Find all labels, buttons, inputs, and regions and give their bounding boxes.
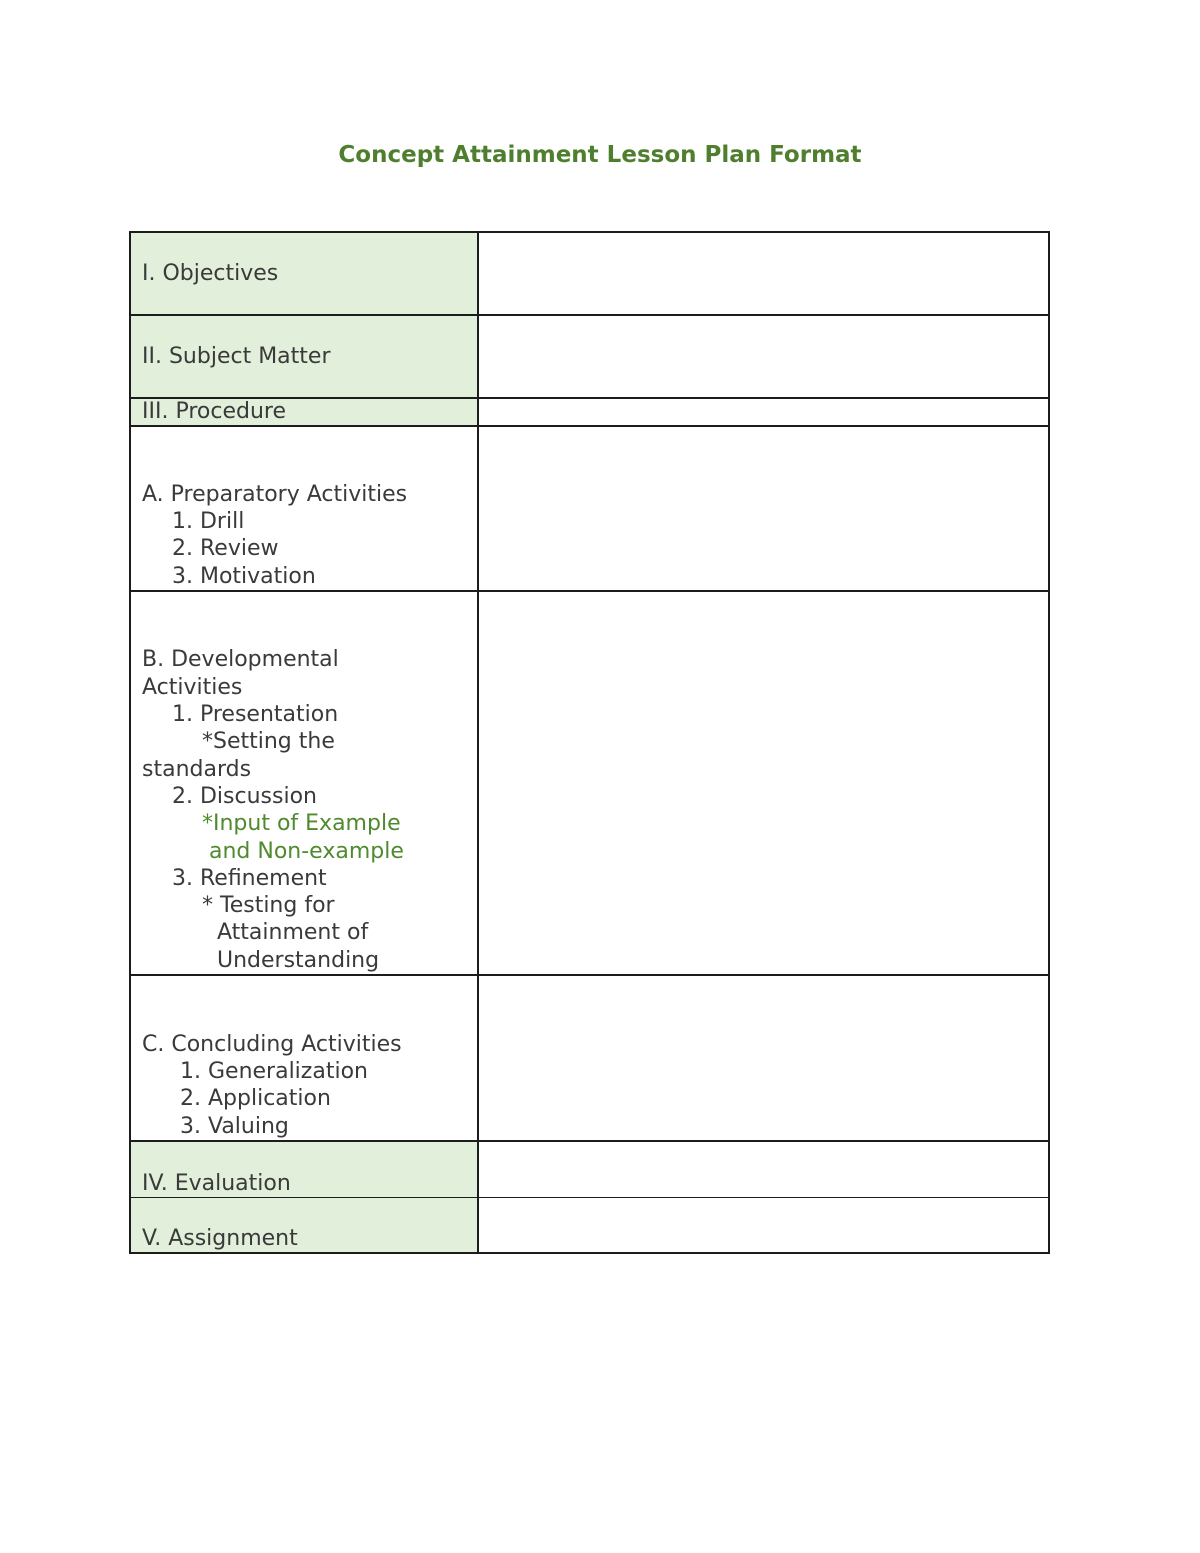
developmental-activities-label-cell [130, 591, 478, 975]
discussion-note-line1: *Input of Example [202, 811, 401, 837]
lesson-plan-table [129, 231, 1050, 1254]
evaluation-label: IV. Evaluation [142, 1170, 291, 1196]
concluding-activities-label-cell [130, 975, 478, 1141]
procedure-label: III. Procedure [142, 399, 286, 424]
objectives-label-cell [130, 232, 478, 315]
refinement-note-line3: Understanding [217, 947, 380, 973]
concluding-activities-row [130, 975, 1049, 1141]
subject-matter-label: II. Subject Matter [142, 343, 331, 369]
preparatory-activities-value-cell[interactable] [478, 426, 1049, 591]
objectives-label: I. Objectives [142, 260, 279, 286]
refinement-note-line2: Attainment of [217, 920, 369, 946]
objectives-row [130, 232, 1049, 315]
assignment-row [130, 1197, 1049, 1253]
assignment-label: V. Assignment [142, 1226, 298, 1251]
presentation-note-line2: standards [142, 756, 252, 782]
concluding-heading: C. Concluding Activities [142, 1031, 402, 1057]
preparatory-activities-label-cell [130, 426, 478, 591]
developmental-item-presentation: 1. Presentation [172, 702, 339, 728]
assignment-label-cell [130, 1197, 478, 1253]
preparatory-item-review: 2. Review [172, 536, 279, 562]
preparatory-heading: A. Preparatory Activities [142, 481, 408, 507]
discussion-note-line2: and Non-example [209, 838, 404, 864]
procedure-label-cell [130, 398, 478, 426]
concluding-item-generalization: 1. Generalization [180, 1059, 368, 1085]
subject-matter-row [130, 315, 1049, 398]
presentation-note-line1: *Setting the [202, 729, 335, 755]
developmental-item-discussion: 2. Discussion [172, 783, 317, 809]
developmental-heading-line1: B. Developmental [142, 647, 339, 673]
objectives-value-cell[interactable] [478, 232, 1049, 315]
preparatory-item-motivation: 3. Motivation [172, 563, 316, 589]
evaluation-label-cell [130, 1141, 478, 1197]
developmental-item-refinement: 3. Refinement [172, 865, 327, 891]
refinement-note-line1: * Testing for [202, 893, 335, 919]
concluding-item-application: 2. Application [180, 1086, 331, 1112]
concluding-activities-value-cell[interactable] [478, 975, 1049, 1141]
evaluation-row [130, 1141, 1049, 1197]
procedure-value-cell[interactable] [478, 398, 1049, 426]
procedure-row [130, 398, 1049, 426]
subject-matter-label-cell [130, 315, 478, 398]
assignment-value-cell[interactable] [478, 1197, 1049, 1253]
developmental-heading-line2: Activities [142, 674, 243, 700]
subject-matter-value-cell[interactable] [478, 315, 1049, 398]
concluding-item-valuing: 3. Valuing [180, 1113, 289, 1139]
evaluation-value-cell[interactable] [478, 1141, 1049, 1197]
developmental-activities-value-cell[interactable] [478, 591, 1049, 975]
preparatory-activities-row [130, 426, 1049, 591]
developmental-activities-row [130, 591, 1049, 975]
preparatory-item-drill: 1. Drill [172, 509, 245, 535]
page-title: Concept Attainment Lesson Plan Format [338, 142, 862, 168]
